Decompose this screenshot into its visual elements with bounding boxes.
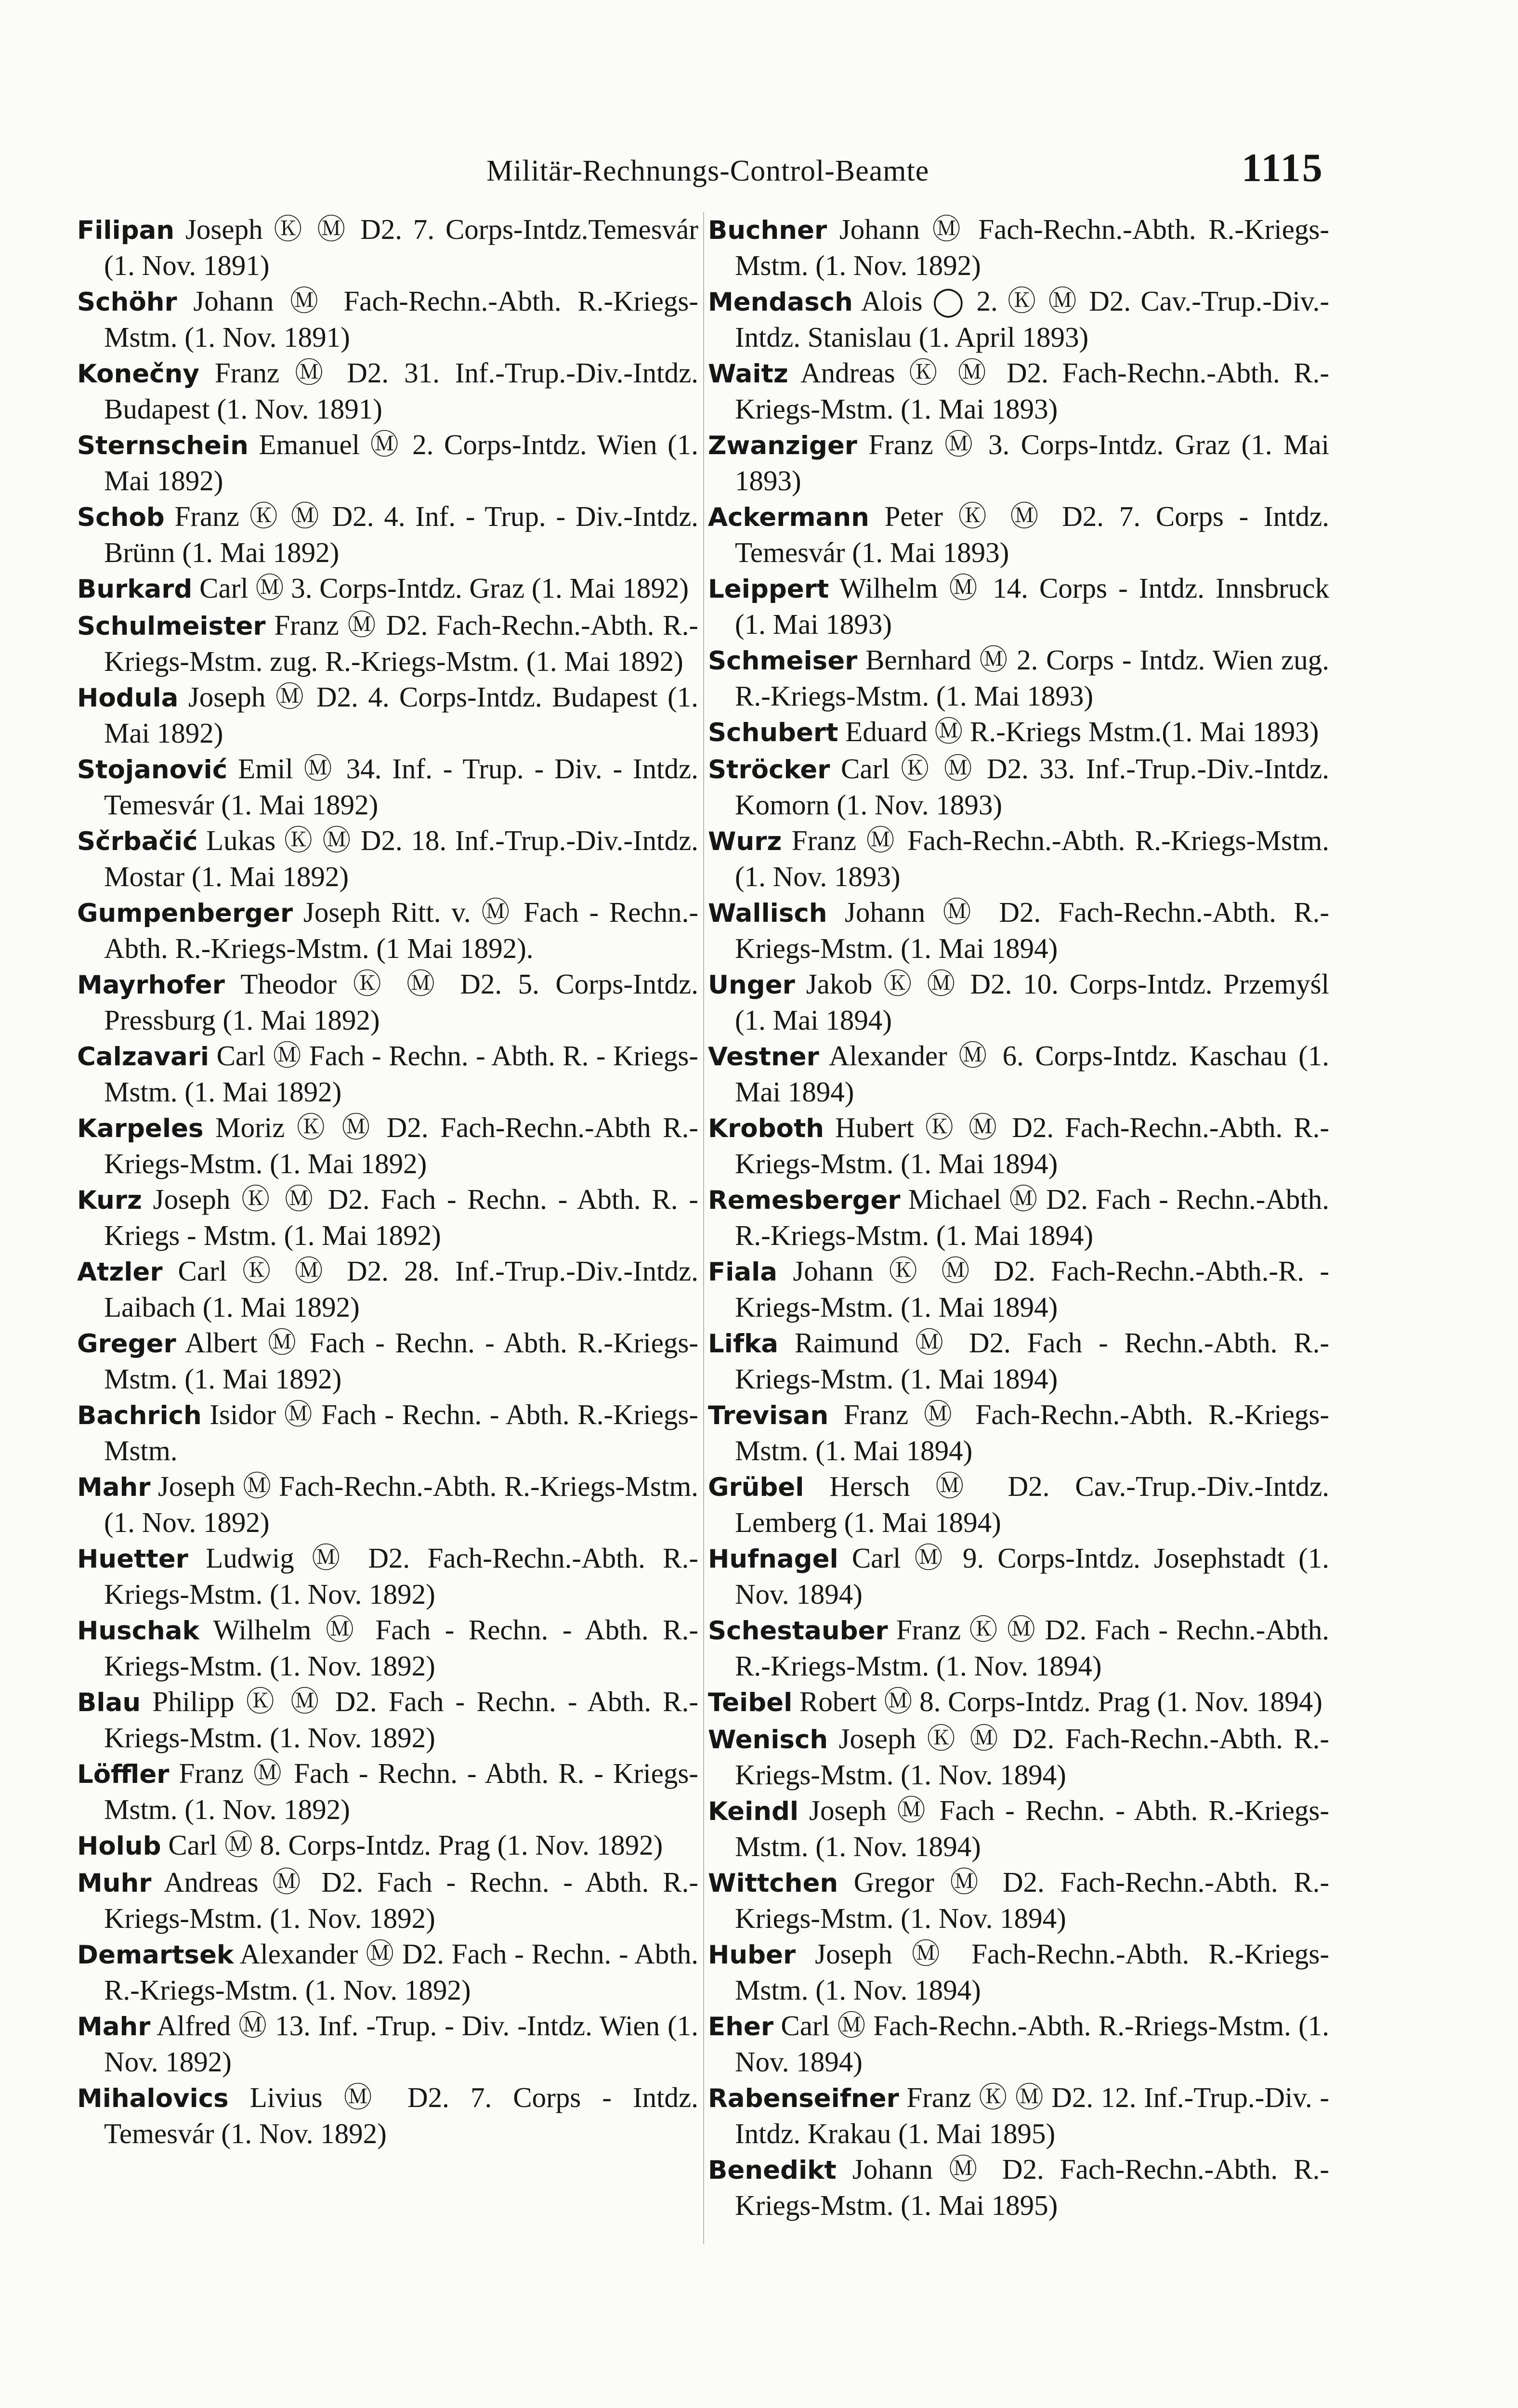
entry-surname: Kroboth bbox=[708, 1114, 824, 1143]
entry-surname: Gumpenberger bbox=[77, 899, 293, 928]
entry-surname: Remesberger bbox=[708, 1186, 901, 1215]
directory-entry bbox=[77, 1397, 698, 1468]
entry-details: Johann Ⓚ Ⓜ D2. Fach-Rechn.-Abth.-R. - Kriegs-Mstm. (1. Mai 1894) bbox=[735, 1255, 1329, 1323]
entry-details: Emil Ⓜ 34. Inf. - Trup. - Div. - Intdz. Temesvár (1. Mai 1892) bbox=[104, 753, 698, 821]
entry-surname: Teibel bbox=[708, 1688, 793, 1717]
entry-details: Johann Ⓜ Fach-Rechn.-Abth. R.-Kriegs-Mstm. (1. Nov. 1891) bbox=[104, 285, 698, 353]
entry-surname: Greger bbox=[77, 1329, 176, 1359]
entry-surname: Huber bbox=[708, 1940, 796, 1970]
entry-surname: Trevisan bbox=[708, 1401, 829, 1430]
directory-entry bbox=[708, 571, 1329, 641]
entry-surname: Schöhr bbox=[77, 288, 177, 317]
entry-surname: Löffler bbox=[77, 1760, 170, 1789]
entry-surname: Vestner bbox=[708, 1042, 819, 1072]
entry-surname: Schmeiser bbox=[708, 646, 858, 676]
entry-details: Franz Ⓜ Fach-Rechn.-Abth. R.-Kriegs-Mstm. (1. Nov. 1893) bbox=[735, 824, 1329, 892]
entry-details: Joseph Ⓜ Fach-Rechn.-Abth. R.-Kriegs-Mstm. (1. Nov. 1894) bbox=[735, 1938, 1330, 2006]
directory-entry bbox=[77, 608, 698, 679]
directory-entry bbox=[708, 1684, 1329, 1720]
directory-entry bbox=[708, 1182, 1329, 1253]
entry-surname: Konečny bbox=[77, 359, 199, 389]
entry-details: Carl Ⓜ 8. Corps-Intdz. Prag (1. Nov. 1892) bbox=[168, 1829, 663, 1861]
directory-entry bbox=[77, 1325, 698, 1396]
entry-surname: Atzler bbox=[77, 1257, 163, 1287]
entry-details: Moriz Ⓚ Ⓜ D2. Fach-Rechn.-Abth R.-Kriegs-Mstm. (1. Mai 1892) bbox=[104, 1112, 698, 1179]
entry-surname: Muhr bbox=[77, 1869, 152, 1898]
directory-entry bbox=[708, 1038, 1329, 1109]
entry-details: Franz Ⓜ Fach - Rechn. - Abth. R. - Kriegs-Mstm. (1. Nov. 1892) bbox=[104, 1757, 698, 1825]
entry-surname: Hodula bbox=[77, 683, 179, 713]
entry-details: Wilhelm Ⓜ 14. Corps - Intdz. Innsbruck (1. Mai 1893) bbox=[735, 572, 1329, 640]
entry-details: Isidor Ⓜ Fach - Rechn. - Abth. R.-Kriegs-Mstm. bbox=[104, 1399, 699, 1466]
entry-surname: Mahr bbox=[77, 1473, 151, 1502]
entry-surname: Calzavari bbox=[77, 1042, 209, 1072]
entry-surname: Mihalovics bbox=[77, 2084, 229, 2113]
entry-details: Ludwig Ⓜ D2. Fach-Rechn.-Abth. R.-Kriegs-Mstm. (1. Nov. 1892) bbox=[104, 1542, 699, 1610]
directory-entry bbox=[77, 1469, 698, 1540]
directory-entry bbox=[708, 284, 1329, 354]
directory-entry bbox=[708, 967, 1329, 1037]
directory-entry bbox=[77, 571, 698, 607]
entry-surname: Kurz bbox=[77, 1186, 142, 1215]
directory-entry bbox=[77, 284, 698, 354]
entry-surname: Ackermann bbox=[708, 503, 869, 532]
directory-entry bbox=[77, 751, 698, 822]
directory-entry bbox=[708, 2080, 1329, 2151]
entry-surname: Unger bbox=[708, 970, 795, 1000]
entry-surname: Blau bbox=[77, 1688, 141, 1717]
entry-details: Franz Ⓜ Fach-Rechn.-Abth. R.-Kriegs-Mstm. (1. Mai 1894) bbox=[735, 1399, 1329, 1466]
entry-surname: Sčrbačić bbox=[77, 827, 198, 856]
entry-details: Bernhard Ⓜ 2. Corps - Intdz. Wien zug. R.-Kriegs-Mstm. (1. Mai 1893) bbox=[735, 644, 1329, 712]
directory-entry bbox=[708, 1793, 1329, 1864]
entry-details: Franz Ⓜ D2. 31. Inf.-Trup.-Div.-Intdz. Budapest (1. Nov. 1891) bbox=[104, 357, 698, 425]
entry-details: Joseph Ⓚ Ⓜ D2. 7. Corps-Intdz.Temesvár (1. Nov. 1891) bbox=[104, 213, 699, 281]
entry-details: Johann Ⓜ Fach-Rechn.-Abth. R.-Kriegs-Mstm. (1. Nov. 1892) bbox=[735, 213, 1329, 281]
entry-surname: Huetter bbox=[77, 1544, 188, 1574]
right-column bbox=[708, 212, 1329, 2224]
entry-details: Franz Ⓚ Ⓜ D2. Fach - Rechn.-Abth. R.-Kriegs-Mstm. (1. Nov. 1894) bbox=[735, 1614, 1330, 1682]
entry-surname: Grübel bbox=[708, 1473, 804, 1502]
entry-details: Carl Ⓜ 3. Corps-Intdz. Graz (1. Mai 1892) bbox=[199, 572, 689, 604]
directory-entry bbox=[708, 1865, 1329, 1936]
directory-entry bbox=[77, 1254, 698, 1324]
directory-entry bbox=[77, 355, 698, 426]
entry-surname: Wenisch bbox=[708, 1725, 828, 1754]
entry-surname: Wurz bbox=[708, 827, 782, 856]
directory-entry bbox=[708, 1612, 1329, 1683]
entry-details: Jakob Ⓚ Ⓜ D2. 10. Corps-Intdz. Przemyśl (1. Mai 1894) bbox=[735, 968, 1329, 1036]
entry-surname: Huschak bbox=[77, 1616, 199, 1646]
directory-entry bbox=[708, 1937, 1329, 2007]
entry-surname: Hufnagel bbox=[708, 1544, 838, 1574]
entry-details: Andreas Ⓜ D2. Fach - Rechn. - Abth. R.-Kriegs-Mstm. (1. Nov. 1892) bbox=[104, 1866, 699, 1934]
entry-surname: Mayrhofer bbox=[77, 970, 225, 1000]
entry-surname: Benedikt bbox=[708, 2156, 837, 2185]
entry-details: Carl Ⓚ Ⓜ D2. 33. Inf.-Trup.-Div.-Intdz. Komorn (1. Nov. 1893) bbox=[735, 753, 1330, 821]
directory-entry bbox=[708, 499, 1329, 570]
directory-entry bbox=[708, 2152, 1329, 2223]
directory-entry bbox=[77, 1828, 698, 1864]
directory-entry bbox=[77, 680, 698, 750]
directory-entry bbox=[708, 1325, 1329, 1396]
entry-surname: Zwanziger bbox=[708, 431, 857, 460]
entry-details: Alexander Ⓜ D2. Fach - Rechn. - Abth. R.-Kriegs-Mstm. (1. Nov. 1892) bbox=[104, 1938, 698, 2006]
entry-details: Johann Ⓜ D2. Fach-Rechn.-Abth. R.-Kriegs-Mstm. (1. Mai 1894) bbox=[735, 896, 1329, 964]
entry-details: Joseph Ⓚ Ⓜ D2. Fach-Rechn.-Abth. R.-Kriegs-Mstm. (1. Nov. 1894) bbox=[735, 1723, 1329, 1791]
directory-entry bbox=[77, 2080, 698, 2151]
directory-entry bbox=[708, 1397, 1329, 1468]
entry-surname: Ströcker bbox=[708, 755, 830, 785]
entry-details: Theodor Ⓚ Ⓜ D2. 5. Corps-Intdz. Pressburg (1. Mai 1892) bbox=[104, 968, 698, 1036]
entry-details: Raimund Ⓜ D2. Fach - Rechn.-Abth. R.-Kriegs-Mstm. (1. Mai 1894) bbox=[735, 1327, 1330, 1395]
entry-details: Carl Ⓚ Ⓜ D2. 28. Inf.-Trup.-Div.-Intdz. Laibach (1. Mai 1892) bbox=[104, 1255, 698, 1323]
directory-entry bbox=[77, 1756, 698, 1827]
entry-surname: Bachrich bbox=[77, 1401, 202, 1430]
entry-details: Franz Ⓜ 3. Corps-Intdz. Graz (1. Mai 1893) bbox=[735, 429, 1329, 497]
entry-surname: Eher bbox=[708, 2012, 774, 2042]
entry-surname: Stojanović bbox=[77, 755, 228, 785]
directory-entry bbox=[708, 427, 1329, 498]
entry-details: Alois ◯ 2. Ⓚ Ⓜ D2. Cav.-Trup.-Div.-Intdz. Stanislau (1. April 1893) bbox=[735, 285, 1330, 353]
entry-surname: Schob bbox=[77, 503, 165, 532]
entry-details: Joseph Ⓜ D2. 4. Corps-Intdz. Budapest (1. Mai 1892) bbox=[104, 681, 698, 749]
left-column bbox=[77, 212, 698, 2152]
entry-details: Alexander Ⓜ 6. Corps-Intdz. Kaschau (1. Mai 1894) bbox=[735, 1040, 1330, 1108]
directory-entry bbox=[77, 1038, 698, 1109]
directory-entry bbox=[708, 212, 1329, 283]
directory-entry bbox=[77, 1612, 698, 1683]
directory-entry bbox=[708, 1721, 1329, 1792]
directory-entry bbox=[77, 499, 698, 570]
directory-entry bbox=[77, 823, 698, 894]
directory-entry bbox=[708, 1254, 1329, 1324]
entry-details: Joseph Ⓚ Ⓜ D2. Fach - Rechn. - Abth. R. - Kriegs - Mstm. (1. Mai 1892) bbox=[104, 1183, 699, 1251]
entry-surname: Leippert bbox=[708, 575, 829, 604]
entry-details: Joseph Ⓜ Fach - Rechn. - Abth. R.-Kriegs-Mstm. (1. Nov. 1894) bbox=[735, 1794, 1329, 1862]
directory-entry bbox=[77, 1937, 698, 2007]
directory-entry bbox=[77, 212, 698, 283]
entry-details: Joseph Ritt. v. Ⓜ Fach - Rechn.- Abth. R.-Kriegs-Mstm. (1 Mai 1892). bbox=[104, 896, 698, 964]
entry-details: Peter Ⓚ Ⓜ D2. 7. Corps - Intdz. Temesvár (1. Mai 1893) bbox=[735, 500, 1330, 568]
directory-entry bbox=[708, 751, 1329, 822]
entry-surname: Schulmeister bbox=[77, 612, 266, 641]
entry-surname: Filipan bbox=[77, 216, 175, 245]
directory-entry bbox=[77, 895, 698, 966]
entry-details: Livius Ⓜ D2. 7. Corps - Intdz. Temesvár (1. Nov. 1892) bbox=[104, 2081, 698, 2149]
entry-details: Alfred Ⓜ 13. Inf. -Trup. - Div. -Intdz. Wien (1. Nov. 1892) bbox=[104, 2010, 699, 2078]
entry-details: Michael Ⓜ D2. Fach - Rechn.-Abth. R.-Kriegs-Mstm. (1. Mai 1894) bbox=[735, 1183, 1329, 1251]
entry-surname: Mendasch bbox=[708, 288, 853, 317]
directory-entry bbox=[77, 427, 698, 498]
directory-entry bbox=[77, 1110, 698, 1181]
entry-surname: Schubert bbox=[708, 718, 838, 747]
entry-details: Eduard Ⓜ R.-Kriegs Mstm.(1. Mai 1893) bbox=[845, 716, 1319, 747]
directory-entry bbox=[708, 1469, 1329, 1540]
entry-details: Hersch Ⓜ D2. Cav.-Trup.-Div.-Intdz. Lemberg (1. Mai 1894) bbox=[735, 1470, 1330, 1538]
entry-surname: Schestauber bbox=[708, 1616, 888, 1646]
directory-entry bbox=[708, 2008, 1329, 2079]
entry-surname: Lifka bbox=[708, 1329, 779, 1359]
entry-details: Lukas Ⓚ Ⓜ D2. 18. Inf.-Trup.-Div.-Intdz. Mostar (1. Mai 1892) bbox=[104, 824, 699, 892]
directory-entry bbox=[708, 1110, 1329, 1181]
entry-surname: Mahr bbox=[77, 2012, 151, 2042]
directory-entry bbox=[77, 1684, 698, 1755]
directory-entry bbox=[708, 895, 1329, 966]
entry-details: Robert Ⓜ 8. Corps-Intdz. Prag (1. Nov. 1894) bbox=[799, 1686, 1322, 1717]
entry-details: Philipp Ⓚ Ⓜ D2. Fach - Rechn. - Abth. R.-Kriegs-Mstm. (1. Nov. 1892) bbox=[104, 1686, 698, 1754]
entry-details: Gregor Ⓜ D2. Fach-Rechn.-Abth. R.-Kriegs-Mstm. (1. Nov. 1894) bbox=[735, 1866, 1330, 1934]
entry-details: Andreas Ⓚ Ⓜ D2. Fach-Rechn.-Abth. R.-Kriegs-Mstm. (1. Mai 1893) bbox=[735, 357, 1329, 425]
entry-details: Wilhelm Ⓜ Fach - Rechn. - Abth. R.-Kriegs-Mstm. (1. Nov. 1892) bbox=[104, 1614, 698, 1682]
directory-entry bbox=[77, 967, 698, 1037]
entry-details: Franz Ⓚ Ⓜ D2. 12. Inf.-Trup.-Div. - Intdz. Krakau (1. Mai 1895) bbox=[735, 2081, 1330, 2149]
directory-entry bbox=[77, 1182, 698, 1253]
entry-details: Emanuel Ⓜ 2. Corps-Intdz. Wien (1. Mai 1892) bbox=[104, 429, 698, 497]
directory-entry bbox=[708, 642, 1329, 713]
entry-surname: Burkard bbox=[77, 575, 193, 604]
entry-details: Franz Ⓜ D2. Fach-Rechn.-Abth. R.-Kriegs-Mstm. zug. R.-Kriegs-Mstm. (1. Mai 1892) bbox=[104, 609, 698, 677]
entry-surname: Waitz bbox=[708, 359, 788, 389]
entry-details: Johann Ⓜ D2. Fach-Rechn.-Abth. R.-Kriegs-Mstm. (1. Mai 1895) bbox=[735, 2153, 1330, 2221]
entry-details: Franz Ⓚ Ⓜ D2. 4. Inf. - Trup. - Div.-Intdz. Brünn (1. Mai 1892) bbox=[104, 500, 699, 568]
directory-entry bbox=[77, 2008, 698, 2079]
entry-details: Albert Ⓜ Fach - Rechn. - Abth. R.-Kriegs-Mstm. (1. Mai 1892) bbox=[104, 1327, 699, 1395]
directory-entry bbox=[77, 1541, 698, 1611]
directory-entry bbox=[77, 1865, 698, 1936]
entry-details: Joseph Ⓜ Fach-Rechn.-Abth. R.-Kriegs-Mstm. (1. Nov. 1892) bbox=[104, 1470, 698, 1538]
entry-surname: Demartsek bbox=[77, 1940, 234, 1970]
directory-entry bbox=[708, 823, 1329, 894]
entry-surname: Fiala bbox=[708, 1257, 778, 1287]
entry-details: Hubert Ⓚ Ⓜ D2. Fach-Rechn.-Abth. R.-Kriegs-Mstm. (1. Mai 1894) bbox=[735, 1112, 1330, 1179]
entry-surname: Wittchen bbox=[708, 1869, 838, 1898]
entry-surname: Holub bbox=[77, 1832, 161, 1861]
directory-entry bbox=[708, 714, 1329, 750]
entry-surname: Sternschein bbox=[77, 431, 249, 460]
entry-surname: Buchner bbox=[708, 216, 827, 245]
entry-surname: Karpeles bbox=[77, 1114, 204, 1143]
entry-surname: Keindl bbox=[708, 1797, 799, 1826]
entry-details: Carl Ⓜ Fach - Rechn. - Abth. R. - Kriegs-Mstm. (1. Mai 1892) bbox=[104, 1040, 698, 1108]
entry-surname: Wallisch bbox=[708, 899, 827, 928]
directory-entry bbox=[708, 1541, 1329, 1611]
entry-surname: Rabenseifner bbox=[708, 2084, 899, 2113]
entry-details: Carl Ⓜ Fach-Rechn.-Abth. R.-Rriegs-Mstm. (1. Nov. 1894) bbox=[735, 2010, 1330, 2078]
page-number: 1115 bbox=[1242, 145, 1324, 190]
column-divider bbox=[703, 212, 704, 2244]
running-title: Militär-Rechnungs-Control-Beamte bbox=[486, 155, 929, 187]
directory-entry bbox=[708, 355, 1329, 426]
entry-details: Carl Ⓜ 9. Corps-Intdz. Josephstadt (1. Nov. 1894) bbox=[735, 1542, 1330, 1610]
page-header bbox=[0, 144, 1518, 197]
